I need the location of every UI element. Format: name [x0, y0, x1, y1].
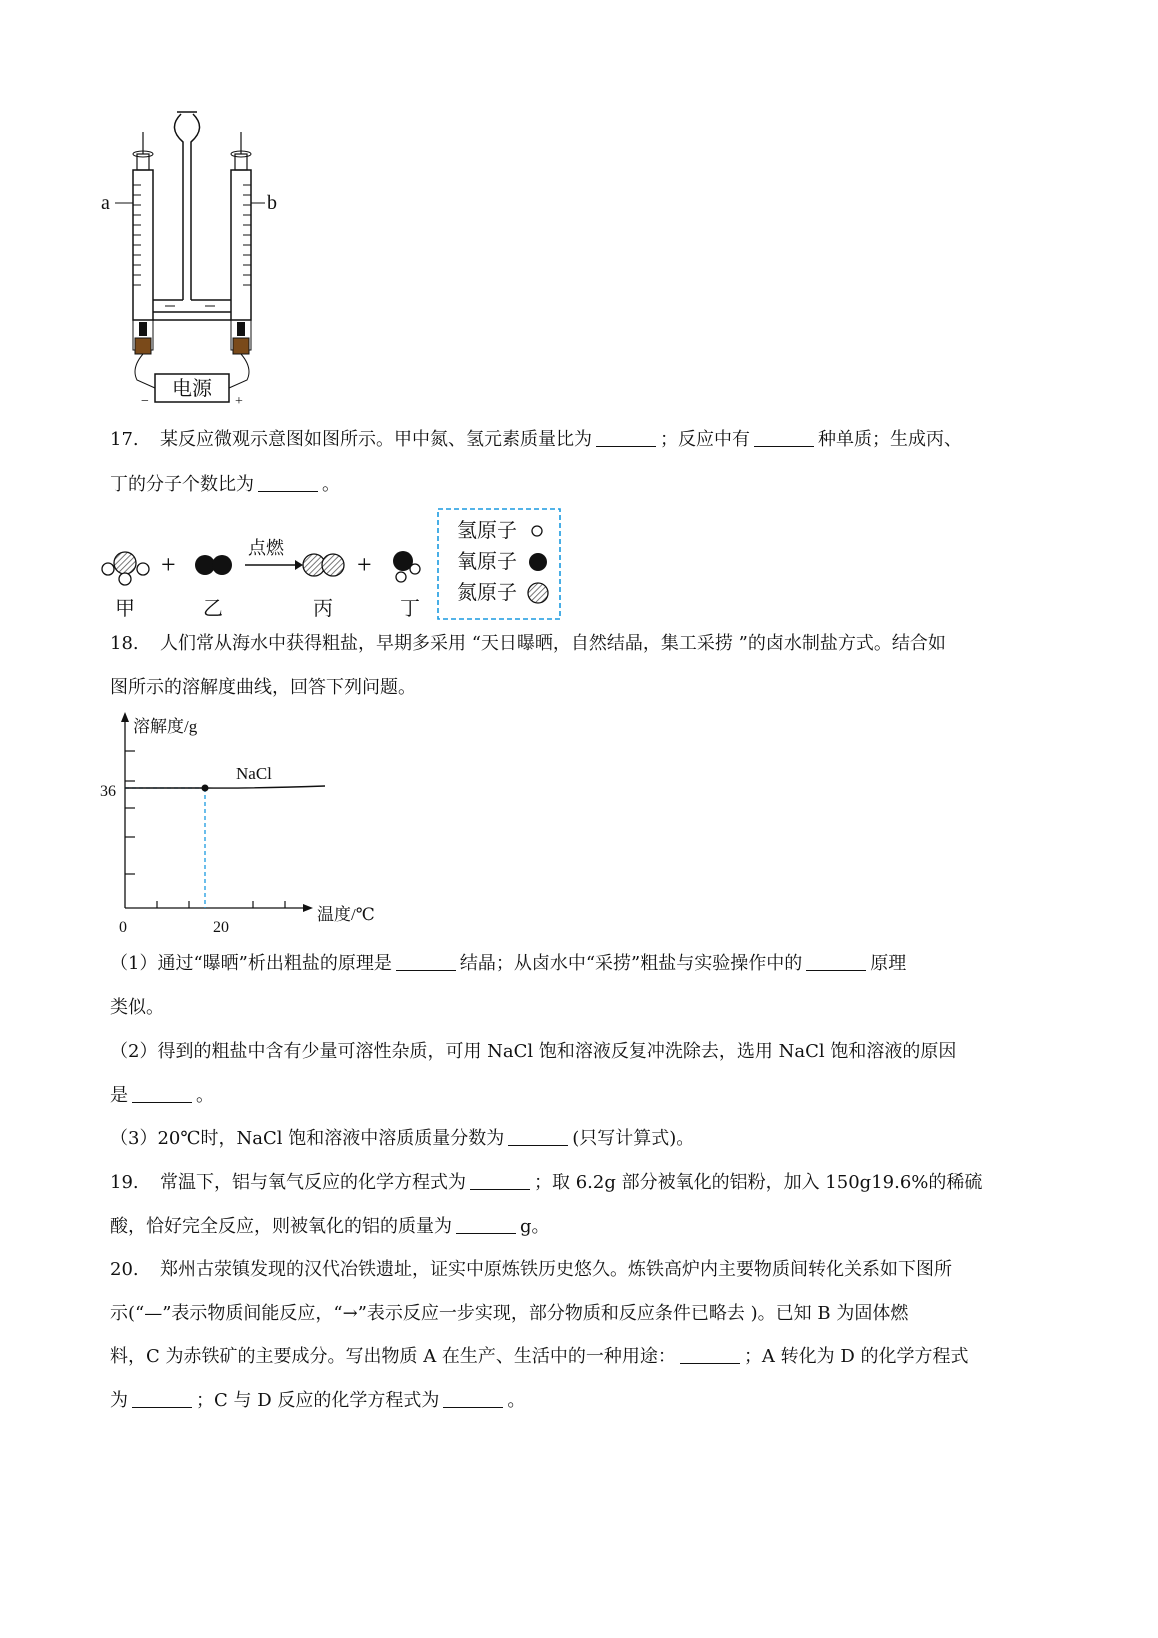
- name-bing: 丙: [313, 598, 333, 620]
- q18-line2: 图所示的溶解度曲线，回答下列问题。: [110, 677, 416, 698]
- plus-1: +: [161, 550, 176, 579]
- q18-p1: （1）通过“曝晒”析出粗盐的原理是 结晶；从卤水中“采捞”粗盐与实验操作中的 原理: [110, 953, 907, 974]
- q18-blank-1[interactable]: [396, 954, 456, 971]
- point-20-36: [202, 785, 209, 792]
- series-label-nacl: NaCl: [236, 764, 272, 783]
- molecule-ding: [393, 551, 420, 582]
- q18-p2: （2）得到的粗盐中含有少量可溶性杂质，可用 NaCl 饱和溶液反复冲洗除去，选用 NaCl 饱和溶液的原因: [110, 1041, 957, 1062]
- y-axis-label: 溶解度/g: [133, 717, 198, 736]
- q18-blank-3[interactable]: [132, 1086, 192, 1103]
- q17-line1: 17. 某反应微观示意图如图所示。甲中氮、氢元素质量比为 ；反应中有 种单质；生成丙、: [110, 429, 962, 450]
- q17-line2: 丁的分子个数比为 。: [110, 474, 340, 495]
- x-axis-label: 温度/℃: [317, 905, 375, 924]
- q18-blank-4[interactable]: [508, 1129, 568, 1146]
- q20-line2: 示(“—”表示物质间能反应，“→”表示反应一步实现，部分物质和反应条件已略去 )。已知 B 为固体燃: [110, 1303, 909, 1324]
- name-jia: 甲: [115, 598, 135, 620]
- plus-sign: +: [235, 394, 243, 409]
- q18-p3: （3）20℃时，NaCl 饱和溶液中溶质质量分数为 (只写计算式)。: [110, 1128, 695, 1149]
- q17-blank-3[interactable]: [258, 475, 318, 492]
- molecule-jia: [102, 552, 149, 585]
- q18-blank-2[interactable]: [806, 954, 866, 971]
- y-tick-36: 36: [100, 783, 116, 800]
- center-funnel: [174, 112, 199, 300]
- y-axis-arrow: [121, 712, 129, 722]
- q17-number: 17.: [110, 429, 139, 450]
- nacl-curve: [125, 786, 325, 788]
- arrow-label: 点燃: [248, 538, 284, 558]
- q20-line4: 为 ；C 与 D 反应的化学方程式为 。: [110, 1390, 526, 1411]
- q18-p2-cont: 是 。: [110, 1085, 214, 1106]
- q17-blank-1[interactable]: [596, 430, 656, 447]
- name-yi: 乙: [203, 598, 223, 620]
- label-b: b: [267, 192, 277, 214]
- power-source-label: 电源: [172, 378, 212, 400]
- q19-line1: 19. 常温下，铝与氧气反应的化学方程式为 ；取 6.2g 部分被氧化的铝粉，加入 150g19.6%的稀硫: [110, 1172, 983, 1193]
- legend-nitrogen: 氮原子: [457, 582, 517, 604]
- q18-line1: 18. 人们常从海水中获得粗盐，早期多采用 “天日曝晒，自然结晶，集工采捞 ”的卤水制盐方式。结合如: [110, 633, 946, 654]
- q20-blank-2[interactable]: [132, 1391, 192, 1408]
- electrolysis-apparatus-figure: [95, 100, 315, 410]
- q20-line1: 20. 郑州古荥镇发现的汉代冶铁遗址，证实中原炼铁历史悠久。炼铁高炉内主要物质间转化关系如下图所: [110, 1259, 952, 1280]
- q20-line3: 料，C 为赤铁矿的主要成分。写出物质 A 在生产、生活中的一种用途： ；A 转化为 D 的化学方程式: [110, 1346, 969, 1367]
- label-a: a: [101, 192, 110, 214]
- q19-blank-1[interactable]: [470, 1173, 530, 1190]
- legend-hydrogen: 氢原子: [457, 520, 517, 542]
- origin-label: 0: [119, 919, 127, 936]
- molecule-yi: [195, 555, 232, 575]
- reaction-diagram: [95, 505, 575, 625]
- q18-number: 18.: [110, 633, 139, 654]
- solubility-chart: [95, 708, 395, 943]
- q19-line2: 酸，恰好完全反应，则被氧化的铝的质量为 g。: [110, 1216, 550, 1237]
- molecule-bing: [303, 554, 344, 576]
- name-ding: 丁: [400, 598, 420, 620]
- q19-number: 19.: [110, 1172, 139, 1193]
- q19-blank-2[interactable]: [456, 1217, 516, 1234]
- plus-2: +: [357, 550, 372, 579]
- legend-oxygen: 氧原子: [457, 551, 517, 573]
- x-axis-arrow: [303, 904, 313, 912]
- q17-blank-2[interactable]: [754, 430, 814, 447]
- minus-sign: −: [141, 394, 149, 409]
- q20-blank-1[interactable]: [680, 1347, 740, 1364]
- q20-blank-3[interactable]: [443, 1391, 503, 1408]
- q20-number: 20.: [110, 1259, 139, 1280]
- q18-p1-cont: 类似。: [110, 997, 164, 1018]
- x-tick-20: 20: [213, 919, 229, 936]
